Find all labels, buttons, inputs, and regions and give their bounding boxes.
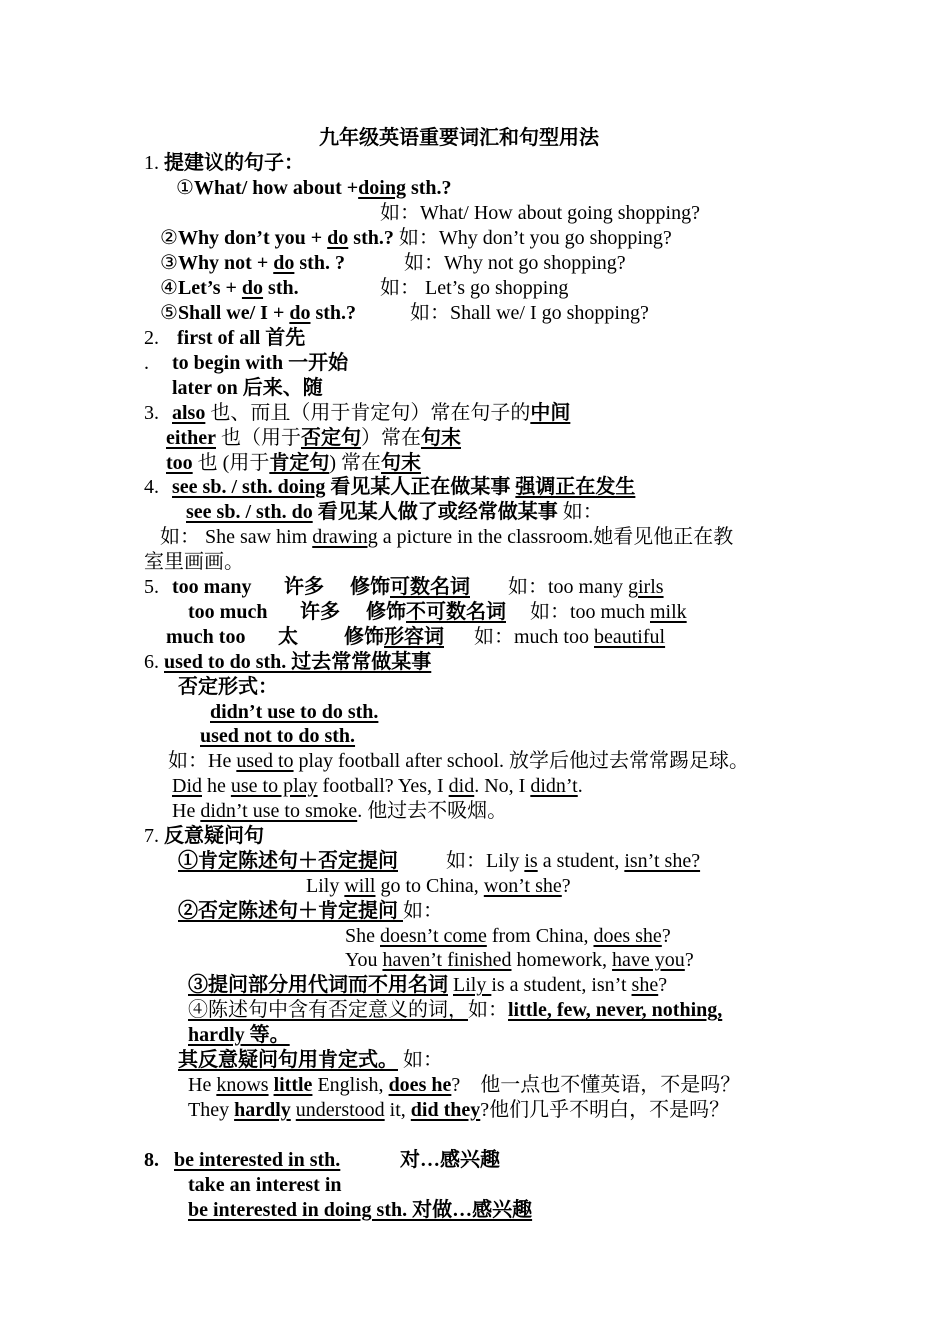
pattern-text: Why not + [177, 252, 274, 274]
phrase-later-on: later on 后来、随 [172, 377, 323, 399]
section-number: 1. [144, 152, 164, 174]
example-text: Lily [306, 875, 345, 897]
tag-rule-4 [188, 998, 722, 1022]
too-much-usage [366, 600, 506, 624]
example-key: used to [236, 750, 294, 772]
example-text: ? [661, 925, 671, 947]
pattern-text: Why don’t you + [177, 227, 328, 249]
example-text: You [345, 949, 383, 971]
item-marker: ④ [160, 277, 178, 299]
too-many-term: too many [172, 576, 252, 598]
word-desc: 也、而且（用于肯定句）常在句子的 [205, 402, 531, 424]
tag-rule-5-example-1 [188, 1073, 740, 1097]
example-text: go to China, [375, 875, 484, 897]
word-usage: 肯定句 [269, 452, 330, 474]
example-key: knows [216, 1074, 269, 1096]
pattern-text: Shall we/ I + [177, 302, 290, 324]
pattern-key: doing [358, 177, 406, 199]
tag-rule-5 [178, 1048, 443, 1072]
word-desc: 也 (用于 [192, 452, 270, 474]
example-text: a picture in the classroom.她看见他正在教 [377, 526, 734, 548]
section-number: 7. [144, 825, 164, 847]
example-text: She [345, 925, 380, 947]
example-text: . [577, 775, 583, 797]
phrase-be-interested-in: be interested in sth. [174, 1149, 341, 1171]
example-label: 如： [403, 900, 443, 922]
word-position: 句末 [381, 452, 422, 474]
negative-form-2: used not to do sth. [200, 725, 356, 747]
word-also: also [172, 402, 206, 424]
example-key: she [631, 974, 659, 996]
phrase-to-begin-with: to begin with 一开始 [172, 352, 349, 374]
example-text: play football after school. 放学后他过去常常踢足球。 [293, 750, 750, 772]
example-key: hardly [234, 1099, 291, 1121]
tag-rule-1-example-2 [306, 874, 571, 898]
suggestion-item-3 [160, 251, 345, 275]
example-key: haven’t finished [382, 949, 512, 971]
word-usage: 否定句 [300, 427, 361, 449]
example-text: 如：too many [508, 576, 628, 598]
example-key: drawing [312, 526, 378, 548]
section-7-heading [144, 824, 264, 848]
example-key: won’t she [483, 875, 562, 897]
example-key: did they [410, 1099, 481, 1121]
tag-rule-5-example-2 [188, 1098, 729, 1122]
example-key: little [273, 1074, 313, 1096]
suggestion-item-4 [160, 276, 299, 300]
example-key: doesn’t come [380, 925, 487, 947]
much-too-example [474, 625, 665, 649]
too-much-meaning: 许多 [300, 601, 340, 623]
example-text: He [188, 1074, 217, 1096]
usage-target: 不可数名词 [406, 601, 506, 623]
tag-rule-1: ①肯定陈述句＋否定提问 [178, 850, 398, 872]
example-label: 如： [468, 999, 508, 1021]
pattern-key: do [273, 252, 295, 274]
example-text: English, [312, 1074, 389, 1096]
word-too: too [166, 452, 193, 474]
section-6-heading [144, 650, 431, 674]
see-do-line [186, 500, 603, 524]
see-example-continuation: 室里画画。 [144, 551, 244, 573]
tag-rule-2 [178, 899, 443, 923]
example-text: ? [684, 949, 694, 971]
too-much-example [530, 600, 687, 624]
phrase-first-of-all: first of all 首先 [177, 327, 306, 349]
example-key: will [344, 875, 376, 897]
section-8-number: 8. [144, 1149, 159, 1171]
too-many-example [508, 575, 664, 599]
suggestion-item-5 [160, 301, 356, 325]
negative-form-1: didn’t use to do sth. [210, 701, 379, 723]
example-text: . 他过去不吸烟。 [357, 800, 508, 822]
suggestion-example-1: 如：What/ How about going shopping? [380, 202, 700, 224]
rule-text: ②否定陈述句＋肯定提问 [178, 900, 403, 922]
example-key: milk [650, 601, 687, 623]
suggestion-example-4: 如： Let’s go shopping [380, 277, 569, 299]
tag-rule-4-continuation: hardly 等。 [188, 1024, 290, 1046]
much-too-meaning: 太 [278, 626, 298, 648]
word-position: 中间 [530, 402, 571, 424]
pattern-text: sth.? [348, 227, 394, 249]
word-position: 句末 [420, 427, 461, 449]
example-text: is a student, isn’t [491, 974, 632, 996]
pattern-key: do [289, 302, 311, 324]
negative-form-label: 否定形式： [178, 676, 278, 698]
pattern-text: sth.? [405, 177, 452, 199]
tag-rule-2-example-1 [345, 924, 671, 948]
example-key: does she [593, 925, 662, 947]
example-key: beautiful [594, 626, 666, 648]
used-to-example-3 [172, 799, 507, 823]
example-text: 如：much too [474, 626, 594, 648]
example-text: a student, [537, 850, 625, 872]
example-key: didn’t [530, 775, 578, 797]
suggestion-item-1 [176, 176, 452, 200]
word-desc: ）常在 [360, 427, 421, 449]
example-key: Did [172, 775, 202, 797]
item-marker: ① [176, 177, 194, 199]
pattern-key: do [241, 277, 264, 299]
item-marker: ⑤ [160, 302, 178, 324]
negative-words: little, few, never, nothing, [508, 999, 723, 1021]
item-marker: ③ [160, 252, 178, 274]
section-heading-text: 反意疑问句 [164, 825, 264, 847]
example-text: he [202, 775, 231, 797]
example-key: use to play [230, 775, 318, 797]
see-example-line [160, 525, 733, 549]
usage-target: 可数名词 [390, 576, 470, 598]
phrase-be-interested-in-meaning: 对…感兴趣 [400, 1149, 500, 1171]
rule-text: 其反意疑问句用肯定式。 [178, 1049, 398, 1071]
pattern-text: sth. ? [294, 252, 345, 274]
usage-target: 形容词 [384, 626, 444, 648]
section-4-number: 4. [144, 476, 159, 498]
also-line [172, 401, 570, 425]
suggestion-item-2 [160, 226, 672, 250]
usage-label: 修饰 [366, 601, 406, 623]
suggestion-example-3: 如：Why not go shopping? [404, 252, 626, 274]
example-text: it, [384, 1099, 411, 1121]
pattern-text: Let’s + [177, 277, 242, 299]
example-text: homework, [511, 949, 613, 971]
example-text: ? [561, 875, 571, 897]
example-label: 如： [398, 1049, 443, 1071]
usage-label: 修饰 [344, 626, 384, 648]
example-text: 如：Lily [446, 850, 525, 872]
example-text: . No, I [474, 775, 531, 797]
tag-rule-3 [188, 973, 667, 997]
example-text: football? Yes, I [317, 775, 449, 797]
tag-rule-2-example-2 [345, 948, 694, 972]
used-to-example-1 [168, 749, 749, 773]
pattern-text: sth. [263, 277, 299, 299]
example-key: is [524, 850, 538, 872]
pattern-text: What/ how about + [193, 177, 359, 199]
too-line [166, 451, 421, 475]
usage-label: 修饰 [350, 576, 390, 598]
pattern-key: do [327, 227, 349, 249]
example-text: 如：too much [530, 601, 650, 623]
example-text: 如：Why don’t you go shopping? [393, 227, 672, 249]
example-key: understood [295, 1099, 385, 1121]
section-heading-text: used to do sth. 过去常常做某事 [164, 651, 432, 673]
example-key: girls [628, 576, 664, 598]
example-text: They [188, 1099, 235, 1121]
see-doing-line [172, 475, 635, 499]
rule-text: ④陈述句中含有否定意义的词， [188, 999, 468, 1021]
example-label: 如： [557, 501, 603, 523]
example-key: didn’t use to smoke [200, 800, 358, 822]
example-text: He [172, 800, 201, 822]
example-text: ? [658, 974, 668, 996]
word-desc: 也（用于 [215, 427, 301, 449]
rule-text: ③提问部分用代词而不用名词 [188, 974, 448, 996]
phrase-desc: 看见某人正在做某事 [325, 476, 516, 498]
word-desc: ) 常在 [329, 452, 382, 474]
much-too-term: much too [166, 626, 246, 648]
page-title: 九年级英语重要词汇和句型用法 [319, 127, 599, 149]
phrase-desc: 看见某人做了或经常做某事 [312, 501, 558, 523]
much-too-usage [344, 625, 444, 649]
example-key: isn’t she? [624, 850, 701, 872]
word-either: either [166, 427, 216, 449]
too-many-usage [350, 575, 470, 599]
example-key: did [448, 775, 475, 797]
phrase: see sb. / sth. doing [172, 476, 326, 498]
either-line [166, 426, 461, 450]
example-text: 如： She saw him [160, 526, 313, 548]
phrase-be-interested-in-doing: be interested in doing sth. 对做…感兴趣 [188, 1199, 533, 1221]
phrase-take-an-interest-in: take an interest in [188, 1174, 342, 1196]
tag-rule-1-example [446, 849, 700, 873]
too-much-term: too much [188, 601, 268, 623]
item-marker: ② [160, 227, 178, 249]
example-text: ?他们几乎不明白，不是吗？ [480, 1099, 730, 1121]
used-to-example-2 [172, 774, 583, 798]
phrase-emphasis: 强调正在发生 [515, 476, 636, 498]
too-many-meaning: 许多 [284, 576, 324, 598]
section-2-dot: . [144, 352, 149, 374]
example-text: from China, [486, 925, 594, 947]
example-text: ? 他一点也不懂英语，不是吗？ [451, 1074, 741, 1096]
section-3-number: 3. [144, 402, 159, 424]
phrase: see sb. / sth. do [186, 501, 313, 523]
section-1-heading [144, 151, 304, 175]
example-key: Lily [453, 974, 492, 996]
pattern-text: sth.? [310, 302, 357, 324]
section-5-number: 5. [144, 576, 159, 598]
example-text: 如：He [168, 750, 237, 772]
section-number: 6. [144, 651, 164, 673]
example-key: have you [612, 949, 685, 971]
section-heading-text: 提建议的句子： [164, 152, 304, 174]
example-key: does he [388, 1074, 452, 1096]
suggestion-example-5: 如：Shall we/ I go shopping? [410, 302, 649, 324]
section-2-number: 2. [144, 327, 159, 349]
